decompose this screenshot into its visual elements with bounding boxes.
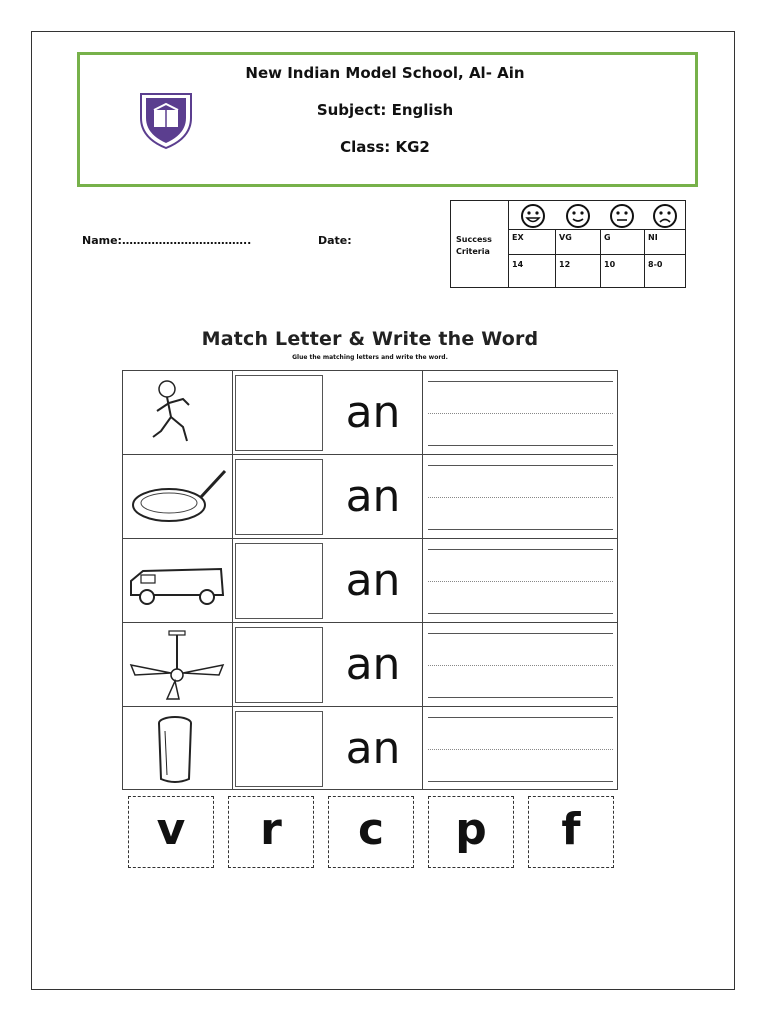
sad-face-icon bbox=[651, 203, 679, 229]
write-line[interactable] bbox=[428, 529, 613, 530]
word-ending: an bbox=[345, 639, 401, 690]
frying-pan-icon bbox=[127, 459, 227, 535]
letter-tile[interactable]: p bbox=[428, 796, 514, 868]
smile-face-icon bbox=[564, 203, 592, 229]
school-name: New Indian Model School, Al- Ain bbox=[245, 64, 525, 82]
glue-box[interactable] bbox=[235, 627, 323, 703]
word-row bbox=[123, 455, 617, 539]
write-line[interactable] bbox=[428, 697, 613, 698]
score-ex: 14 bbox=[512, 260, 524, 269]
can-icon bbox=[127, 711, 227, 787]
word-ending: an bbox=[345, 555, 401, 606]
criteria-label-line2: Criteria bbox=[456, 247, 490, 256]
glue-box[interactable] bbox=[235, 375, 323, 451]
word-row bbox=[123, 623, 617, 707]
letter-tile[interactable]: c bbox=[328, 796, 414, 868]
write-line[interactable] bbox=[428, 781, 613, 782]
word-row bbox=[123, 539, 617, 623]
glue-box[interactable] bbox=[235, 711, 323, 787]
worksheet-instruction: Glue the matching letters and write the word. bbox=[292, 354, 448, 361]
big-smile-face-icon bbox=[519, 203, 547, 229]
neutral-face-icon bbox=[608, 203, 636, 229]
level-ni: NI bbox=[648, 233, 658, 242]
score-g: 10 bbox=[604, 260, 616, 269]
score-ni: 8-0 bbox=[648, 260, 663, 269]
write-line[interactable] bbox=[428, 613, 613, 614]
matching-grid bbox=[122, 370, 618, 790]
write-line[interactable] bbox=[428, 445, 613, 446]
score-vg: 12 bbox=[559, 260, 571, 269]
letter-tile[interactable]: v bbox=[128, 796, 214, 868]
date-field[interactable]: Date: bbox=[318, 234, 352, 247]
letter-tile[interactable]: r bbox=[228, 796, 314, 868]
criteria-label-line1: Success bbox=[456, 235, 492, 244]
ceiling-fan-icon bbox=[127, 627, 227, 703]
cut-out-letters bbox=[128, 796, 618, 868]
word-ending: an bbox=[345, 471, 401, 522]
letter-tile[interactable]: f bbox=[528, 796, 614, 868]
class-label: Class: KG2 bbox=[340, 138, 430, 156]
success-criteria-table bbox=[450, 200, 686, 288]
level-vg: VG bbox=[559, 233, 572, 242]
name-field[interactable]: Name:…………………………….. bbox=[82, 234, 252, 247]
subject-label: Subject: English bbox=[316, 101, 454, 119]
glue-box[interactable] bbox=[235, 459, 323, 535]
word-ending: an bbox=[345, 387, 401, 438]
van-icon bbox=[127, 543, 227, 619]
word-row bbox=[123, 371, 617, 455]
boy-running-icon bbox=[127, 375, 227, 451]
level-g: G bbox=[604, 233, 611, 242]
level-ex: EX bbox=[512, 233, 524, 242]
worksheet-title: Match Letter & Write the Word bbox=[201, 328, 539, 350]
word-ending: an bbox=[345, 723, 401, 774]
word-row bbox=[123, 707, 617, 791]
glue-box[interactable] bbox=[235, 543, 323, 619]
